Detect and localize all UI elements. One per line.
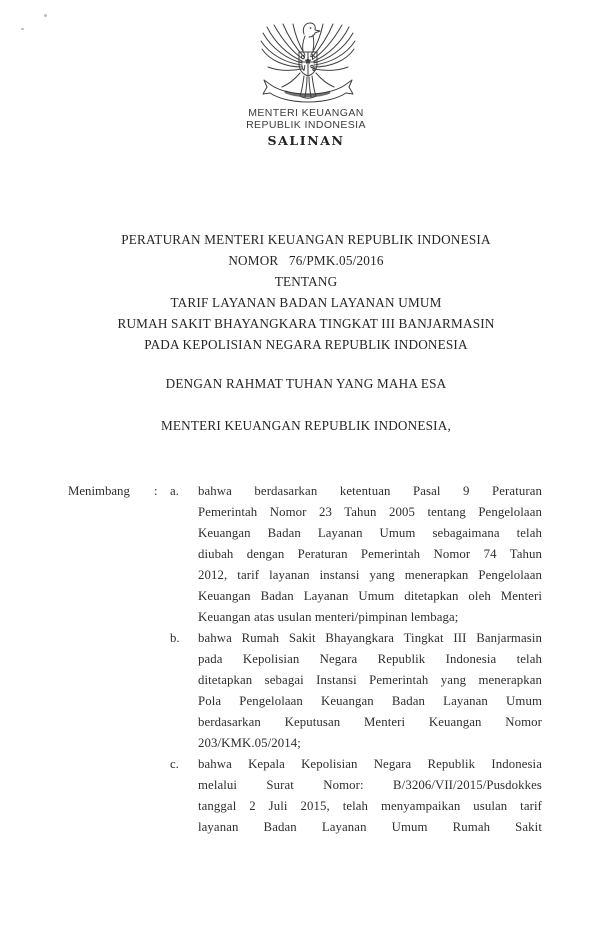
item-text <box>198 754 542 838</box>
text-line: 203/KMK.05/2014; <box>198 736 301 750</box>
text-line: Keuangan Badan Layanan Umum ditetapkan oleh Menteri <box>198 589 542 603</box>
item-marker: c. <box>170 757 179 771</box>
ministry-name-line2: REPUBLIK INDONESIA <box>246 118 366 131</box>
text-line: NOMOR 76/PMK.05/2016 <box>228 253 384 268</box>
text-line: tanggal 2 Juli 2015, telah menyampaikan usulan tarif <box>198 799 542 813</box>
copy-label: SALINAN <box>267 133 345 148</box>
scan-speck <box>21 28 24 30</box>
text-line: bahwa Kepala Kepolisian Negara Republik Indonesia <box>198 757 542 771</box>
text-line: bahwa Rumah Sakit Bhayangkara Tingkat III Banjarmasin <box>198 631 542 645</box>
ministry-name-line1: MENTERI KEUANGAN <box>248 107 364 119</box>
scan-speck <box>44 14 47 17</box>
text-line: 2012, tarif layanan instansi yang menerapkan Pengelolaan <box>198 568 542 582</box>
text-line: Pemerintah Nomor 23 Tahun 2005 tentang Pengelolaan <box>198 505 542 519</box>
text-line: Pola Pengelolaan Keuangan Badan Layanan Umum <box>198 694 542 708</box>
text-line: melalui Surat Nomor: B/3206/VII/2015/Pusdokkes <box>198 778 542 792</box>
text-line: Keuangan Badan Layanan Umum sebagaimana telah <box>198 526 542 540</box>
text-line: bahwa berdasarkan ketentuan Pasal 9 Peraturan <box>198 484 542 498</box>
item-text <box>198 481 542 628</box>
text-line: RUMAH SAKIT BHAYANGKARA TINGKAT III BANJARMASIN <box>117 316 495 331</box>
text-line: TENTANG <box>274 274 338 289</box>
text-line: PERATURAN MENTERI KEUANGAN REPUBLIK INDONESIA <box>121 232 491 247</box>
text-line: pada Kepolisian Negara Republik Indonesia telah <box>198 652 542 666</box>
garuda-emblem-icon <box>258 20 358 104</box>
ministry-name-block <box>0 108 612 131</box>
consideration-item-c <box>170 754 544 838</box>
text-line: berdasarkan Keputusan Menteri Keuangan Nomor <box>198 715 542 729</box>
text-line: TARIF LAYANAN BADAN LAYANAN UMUM <box>170 295 442 310</box>
regulation-title <box>0 229 612 355</box>
consideration-item-b <box>170 628 544 754</box>
item-text <box>198 628 542 754</box>
text-line: diubah dengan Peraturan Pemerintah Nomor 74 Tahun <box>198 547 542 561</box>
consideration-item-a <box>170 481 544 628</box>
considering-separator: : <box>154 484 158 498</box>
item-marker: a. <box>170 484 179 498</box>
considering-label: Menimbang <box>68 484 130 498</box>
authority-line: MENTERI KEUANGAN REPUBLIK INDONESIA, <box>161 418 451 433</box>
text-line: PADA KEPOLISIAN NEGARA REPUBLIK INDONESIA <box>144 337 468 352</box>
considerations-list <box>170 481 544 838</box>
text-line: layanan Badan Layanan Umum Rumah Sakit <box>198 820 542 834</box>
item-marker: b. <box>170 631 180 645</box>
text-line: Keuangan atas usulan menteri/pimpinan lembaga; <box>198 610 459 624</box>
text-line: ditetapkan sebagai Instansi Pemerintah yang menerapkan <box>198 673 542 687</box>
invocation-line: DENGAN RAHMAT TUHAN YANG MAHA ESA <box>165 376 447 391</box>
